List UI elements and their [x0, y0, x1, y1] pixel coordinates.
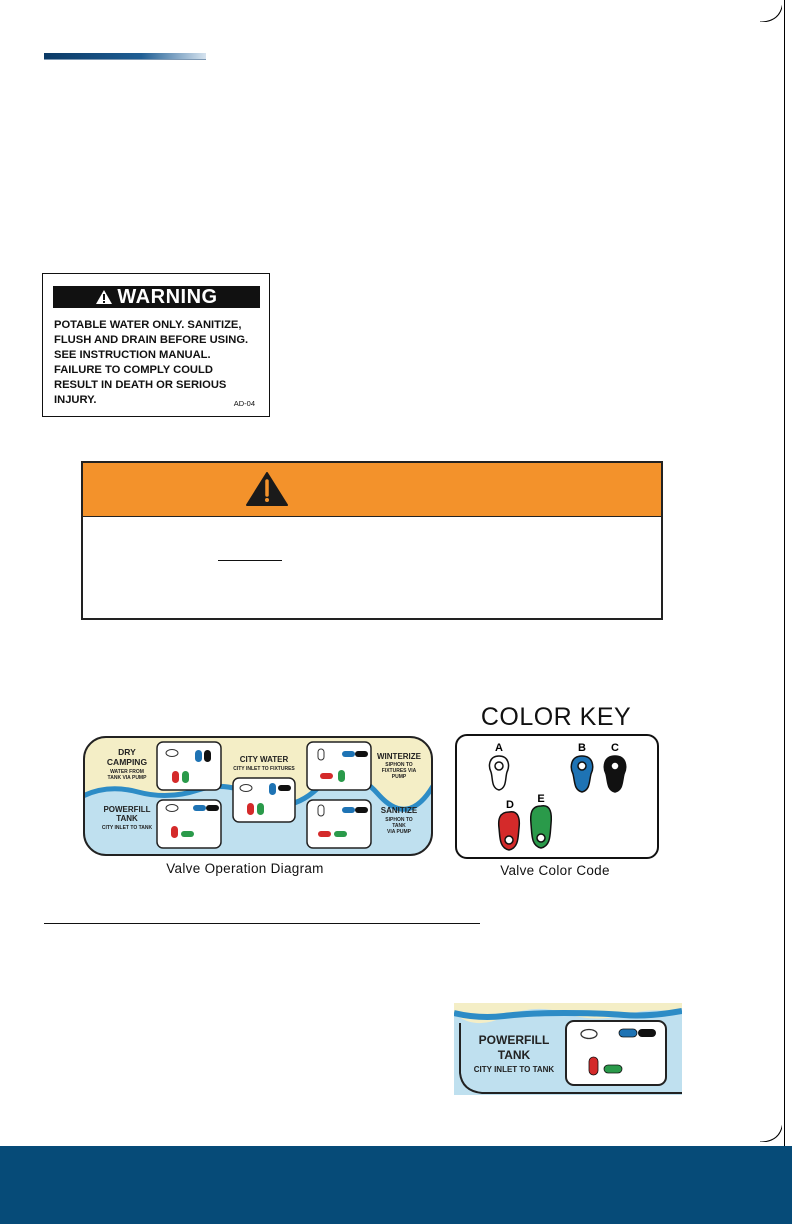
mode-sub: CITY INLET TO FIXTURES	[233, 766, 295, 772]
mode-title: DRY	[118, 747, 136, 757]
warning-label-text	[54, 318, 264, 408]
valve-icon-black	[604, 756, 625, 792]
powerfill-sub: CITY INLET TO TANK	[473, 1065, 555, 1074]
warning-triangle-icon	[245, 471, 289, 507]
trim-curve-bottom	[760, 1120, 782, 1142]
mode-sub: WATER FROM	[110, 769, 144, 775]
page-trim-line	[784, 0, 785, 1224]
valve-letter: D	[506, 799, 514, 811]
powerfill-title: TANK	[497, 1048, 531, 1062]
mode-sub: VIA PUMP	[387, 829, 411, 835]
caution-header	[83, 463, 661, 517]
mode-title: WINTERIZE	[377, 752, 421, 761]
valve-icon	[166, 750, 178, 757]
mode-sub: TANK VIA PUMP	[107, 775, 147, 781]
valve-letter: B	[578, 742, 586, 754]
trim-curve-top	[760, 0, 782, 22]
powerfill-detail-image	[454, 1003, 682, 1095]
warning-line: SEE INSTRUCTION MANUAL.	[54, 349, 211, 361]
warning-triangle-icon	[95, 289, 113, 305]
section-rule	[44, 923, 480, 924]
valve-letter: C	[611, 742, 619, 754]
mode-title: TANK	[116, 814, 138, 823]
mode-sub: PUMP	[391, 774, 407, 780]
header-accent-line	[44, 59, 206, 60]
mode-sub: TANK	[392, 823, 406, 829]
warning-line: RESULT IN DEATH OR SERIOUS	[54, 379, 227, 391]
footer-bar	[0, 1146, 792, 1224]
color-key-graphic	[457, 736, 657, 857]
valve-letter: A	[495, 742, 503, 754]
mode-sub: FIXTURES VIA	[381, 768, 417, 774]
color-key-panel	[455, 734, 659, 859]
color-key-caption: Valve Color Code	[500, 863, 610, 878]
valve-diagram-caption: Valve Operation Diagram	[166, 861, 324, 876]
mode-title: SANITIZE	[380, 806, 418, 815]
valve-icon-white	[490, 756, 509, 790]
warning-label-code: AD-04	[233, 399, 255, 408]
mode-sub: SIPHON TO	[385, 762, 413, 768]
warning-line: INJURY.	[54, 394, 97, 406]
caution-box	[81, 461, 663, 620]
mode-title: CAMPING	[106, 757, 148, 767]
caution-underline	[218, 560, 282, 561]
warning-line: POTABLE WATER ONLY. SANITIZE,	[54, 319, 242, 331]
valve-icon-green	[531, 806, 552, 848]
valve-icon-red	[499, 812, 520, 850]
color-key-title: COLOR KEY	[480, 703, 632, 731]
valve-icon-blue	[571, 756, 592, 792]
valve-letter: E	[537, 793, 545, 805]
mode-title: CITY WATER	[239, 755, 289, 764]
warning-line: FLUSH AND DRAIN BEFORE USING.	[54, 334, 249, 346]
warning-line: FAILURE TO COMPLY COULD	[54, 364, 213, 376]
mode-title: POWERFILL	[103, 805, 151, 814]
warning-label	[42, 273, 270, 417]
valve-operation-diagram	[83, 736, 433, 856]
mode-sub: SIPHON TO	[385, 817, 413, 823]
warning-label-header	[53, 286, 260, 308]
mode-sub: CITY INLET TO TANK	[101, 825, 153, 831]
powerfill-title: POWERFILL	[478, 1033, 550, 1047]
warning-label-title: WARNING	[117, 286, 218, 308]
